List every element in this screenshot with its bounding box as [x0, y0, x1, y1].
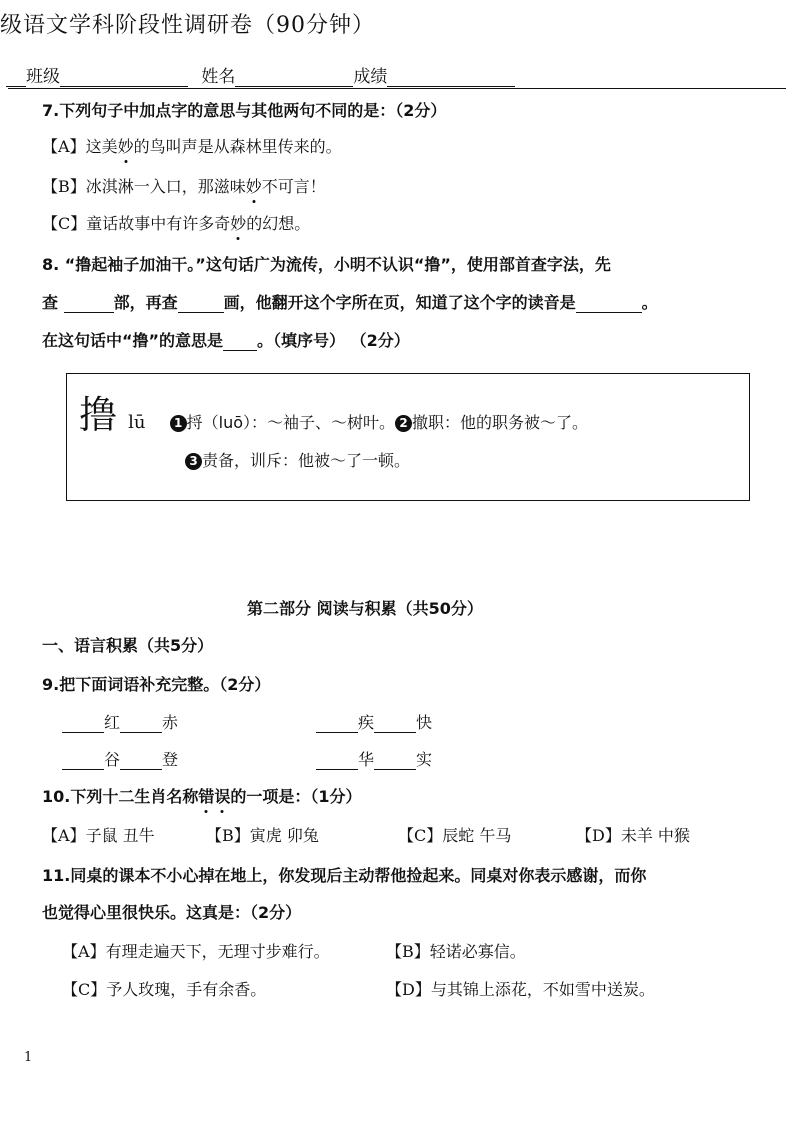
- page-number: 1: [24, 1050, 33, 1065]
- class-label: 班级: [26, 67, 60, 87]
- idiom-fill-3: 谷 登: [62, 747, 178, 770]
- part-2-title: 第二部分 阅读与积累（共50分）: [247, 599, 483, 618]
- definition-3: 责备，训斥：他被～了一顿。: [202, 451, 411, 470]
- name-blank[interactable]: [235, 68, 353, 87]
- q11-option-c: 【C】予人玫瑰，手有余香。: [62, 980, 267, 999]
- header-divider: [8, 88, 786, 89]
- dictionary-entry-line2: [185, 448, 410, 471]
- dictionary-entry-box: [66, 373, 750, 501]
- dotted-char: 妙: [230, 211, 246, 234]
- stroke-count-blank[interactable]: [178, 296, 224, 313]
- name-label: 姓名: [201, 67, 236, 87]
- underline-prefix: [6, 68, 26, 87]
- q7-option-c: 【C】童话故事中有许多奇妙的幻想。: [42, 211, 310, 234]
- question-11-line1: 11.同桌的课本不小心掉在地上，你发现后主动帮他捡起来。同桌对你表示感谢，而你: [42, 866, 647, 885]
- class-blank[interactable]: [60, 68, 188, 87]
- number-1-icon: 1: [170, 415, 187, 432]
- dictionary-pinyin: lū: [128, 412, 146, 433]
- question-8-line1: 8. “撸起袖子加油干。”这句话广为流传，小明不认识“撸”，使用部首查字法，先: [42, 255, 611, 274]
- q10-option-d: 【D】未羊 中猴: [576, 826, 690, 845]
- q11-option-b: 【B】轻诺必寡信。: [386, 942, 526, 961]
- q7-option-a: 【A】这美妙的鸟叫声是从森林里传来的。: [42, 134, 342, 157]
- pronunciation-blank[interactable]: [576, 296, 642, 313]
- dictionary-char: 撸: [79, 393, 118, 437]
- number-2-icon: 2: [395, 415, 412, 432]
- q10-option-c: 【C】辰蛇 午马: [398, 826, 512, 845]
- idiom-fill-4: 华 实: [316, 747, 432, 770]
- student-info-line: [6, 62, 515, 87]
- dotted-char: 妙: [118, 134, 134, 157]
- dictionary-entry-line1: [79, 384, 588, 439]
- idiom-fill-2: 疾 快: [316, 710, 432, 733]
- question-10-stem: 10.下列十二生肖名称错误的一项是：（1分）: [42, 784, 362, 807]
- question-11-line2: 也觉得心里很快乐。这真是：（2分）: [42, 903, 302, 922]
- score-label: 成绩: [353, 67, 388, 87]
- question-9-stem: 9.把下面词语补充完整。（2分）: [42, 675, 271, 694]
- question-7-stem: 7.下列句子中加点字的意思与其他两句不同的是：（2分）: [42, 101, 447, 120]
- definition-2: 撤职：他的职务被～了。: [412, 413, 589, 432]
- exam-title: 级语文学科阶段性调研卷（90分钟）: [0, 13, 375, 38]
- dotted-char: 妙: [246, 174, 262, 197]
- number-3-icon: 3: [185, 453, 202, 470]
- q10-option-b: 【B】寅虎 卯兔: [206, 826, 319, 845]
- radical-blank[interactable]: [64, 296, 114, 313]
- section-language-accumulation: 一、语言积累（共5分）: [42, 636, 214, 655]
- question-8-line3: 在这句话中“撸”的意思是 。（填序号） （2分）: [42, 331, 410, 350]
- q11-option-a: 【A】有理走遍天下，无理寸步难行。: [62, 942, 330, 961]
- q10-option-a: 【A】子鼠 丑牛: [42, 826, 155, 845]
- score-blank[interactable]: [387, 68, 515, 87]
- q11-option-d: 【D】与其锦上添花，不如雪中送炭。: [386, 980, 655, 999]
- q7-option-b: 【B】冰淇淋一入口，那滋味妙不可言！: [42, 174, 326, 197]
- idiom-fill-1: 红 赤: [62, 710, 178, 733]
- meaning-blank[interactable]: [223, 334, 257, 351]
- question-8-line2: 查 部，再查 画，他翻开这个字所在页，知道了这个字的读音是 。: [42, 293, 658, 312]
- definition-1: 捋（luō）：～袖子、～树叶。: [186, 413, 396, 432]
